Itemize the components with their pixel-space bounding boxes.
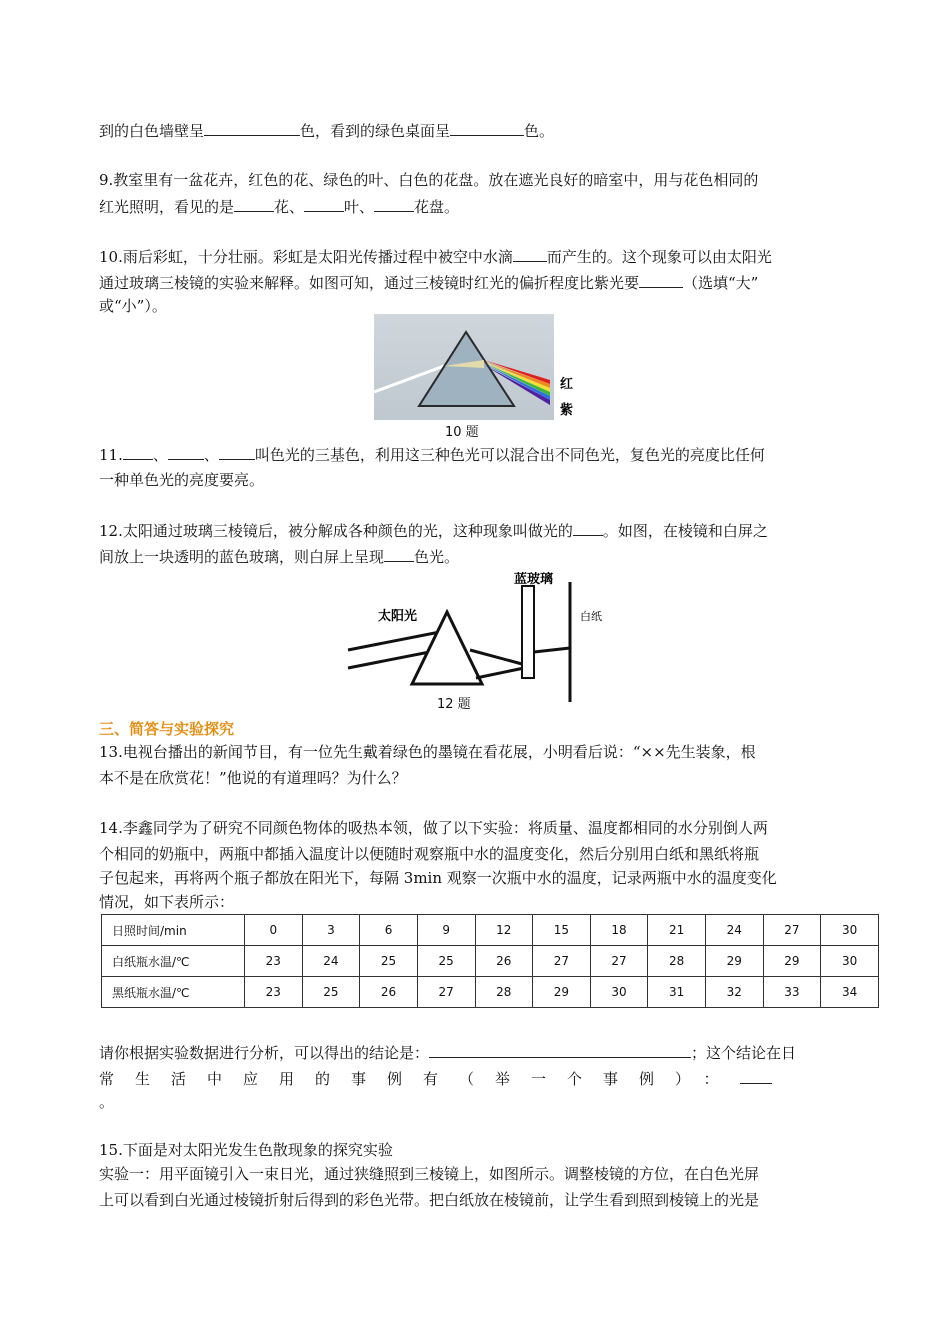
answer-blank[interactable] <box>234 196 274 212</box>
text: 10.雨后彩虹，十分壮丽。彩虹是太阳光传播过程中被空中水滴 <box>99 248 513 266</box>
answer-blank[interactable] <box>450 120 524 136</box>
q14-line1: 14.李鑫同学为了研究不同颜色物体的吸热本领，做了以下实验：将质量、温度都相同的水分别倒人两 <box>99 819 768 837</box>
text: 通过玻璃三棱镜的实验来解释。如图可知，通过三棱镜时红光的偏折程度比紫光要 <box>99 274 640 292</box>
table-cell: 12 <box>475 915 533 946</box>
table-cell: 29 <box>763 946 821 977</box>
table-cell: 27 <box>763 915 821 946</box>
table-cell: 9 <box>417 915 475 946</box>
table-row <box>102 977 879 1008</box>
table-cell: 6 <box>360 915 418 946</box>
table-cell: 30 <box>821 946 879 977</box>
answer-blank[interactable] <box>384 546 414 562</box>
table-cell: 31 <box>648 977 706 1008</box>
q14-line3: 子包起来，再将两个瓶子都放在阳光下，每隔 3min 观察一次瓶中水的温度，记录两瓶中水的温度变化 <box>99 869 777 887</box>
q8-line <box>99 120 554 141</box>
red-label: 红 <box>560 377 574 392</box>
q13-line1: 13.电视台播出的新闻节目，有一位先生戴着绿色的墨镜在看花展，小明看后说：“××先生装象，根 <box>99 743 756 761</box>
answer-blank[interactable] <box>374 196 414 212</box>
text: 常生活中应用的事例有（举一个事例）： <box>99 1070 740 1088</box>
table-cell: 18 <box>590 915 648 946</box>
sunlight-label: 太阳光 <box>378 609 418 624</box>
prism-diagram <box>374 314 584 440</box>
q15-line3: 上可以看到白光通过棱镜折射后得到的彩色光带。把白纸放在棱镜前，让学生看到照到棱镜上的光是 <box>99 1191 760 1209</box>
q14b-line2 <box>99 1068 772 1089</box>
table-cell: 21 <box>648 915 706 946</box>
text: 请你根据实验数据进行分析，可以得出的结论是： <box>99 1044 430 1062</box>
text: ；这个结论在日 <box>691 1044 797 1062</box>
section-heading: 三、简答与实验探究 <box>99 720 235 738</box>
table-cell: 25 <box>302 977 360 1008</box>
answer-blank[interactable] <box>429 1042 691 1058</box>
row-header: 黑纸瓶水温/℃ <box>102 977 245 1008</box>
row-header: 日照时间/min <box>102 915 245 946</box>
q12-line2 <box>99 546 459 567</box>
figure-10-caption: 10 题 <box>445 425 479 440</box>
q15-line1: 15.下面是对太阳光发生色散现象的探究实验 <box>99 1141 393 1159</box>
number: 11. <box>99 446 123 464</box>
text: 色。 <box>524 122 555 140</box>
table-cell: 26 <box>475 946 533 977</box>
text: 、 <box>203 446 219 464</box>
text: 花、 <box>274 198 305 216</box>
white-paper-label: 白纸 <box>580 610 602 623</box>
table-cell: 27 <box>533 946 591 977</box>
q14-line4: 情况，如下表所示： <box>99 893 235 911</box>
answer-blank[interactable] <box>573 520 603 536</box>
prism-figure-12 <box>346 572 616 712</box>
prism-glass-diagram <box>346 572 616 712</box>
q10-line2 <box>99 272 758 293</box>
text: （选填“大” <box>683 274 759 292</box>
table-cell: 27 <box>590 946 648 977</box>
table-cell: 25 <box>417 946 475 977</box>
q11-line1 <box>99 444 765 465</box>
text: 红光照明，看见的是 <box>99 198 235 216</box>
q11-line2: 一种单色光的亮度要亮。 <box>99 471 265 489</box>
table-cell: 3 <box>302 915 360 946</box>
table-row <box>102 946 879 977</box>
table-cell: 29 <box>533 977 591 1008</box>
table-cell: 30 <box>590 977 648 1008</box>
prism-figure-10 <box>374 314 584 440</box>
out-ray-top <box>470 650 522 664</box>
text: 到的白色墙壁呈 <box>99 122 205 140</box>
table-cell: 26 <box>360 977 418 1008</box>
text: 、 <box>152 446 168 464</box>
q12-line1 <box>99 520 768 541</box>
answer-blank[interactable] <box>219 444 255 460</box>
table-cell: 23 <box>245 977 303 1008</box>
q10-line1 <box>99 246 772 267</box>
table-cell: 24 <box>302 946 360 977</box>
table-cell: 15 <box>533 915 591 946</box>
text: 叶、 <box>344 198 375 216</box>
answer-blank[interactable] <box>740 1068 772 1084</box>
text: 。如图，在棱镜和白屏之 <box>602 522 768 540</box>
answer-blank[interactable] <box>168 444 204 460</box>
text: 而产生的。这个现象可以由太阳光 <box>546 248 772 266</box>
table-cell: 30 <box>821 915 879 946</box>
q9-line2 <box>99 196 459 217</box>
table-cell: 33 <box>763 977 821 1008</box>
out-ray-bottom <box>476 668 524 678</box>
q10-line3: 或“小”）。 <box>99 297 167 315</box>
table-cell: 25 <box>360 946 418 977</box>
q15-line2: 实验一：用平面镜引入一束日光，通过狭缝照到三棱镜上，如图所示。调整棱镜的方位，在白色光屏 <box>99 1165 760 1183</box>
answer-blank[interactable] <box>204 120 300 136</box>
table-cell: 28 <box>648 946 706 977</box>
table-cell: 34 <box>821 977 879 1008</box>
row-header: 白纸瓶水温/℃ <box>102 946 245 977</box>
answer-blank[interactable] <box>639 272 683 288</box>
text: 色，看到的绿色桌面呈 <box>300 122 451 140</box>
q13-line2: 本不是在欣赏花！”他说的有道理吗？为什么？ <box>99 769 407 787</box>
table-cell: 24 <box>706 915 764 946</box>
text: 间放上一块透明的蓝色玻璃，则白屏上呈现 <box>99 548 385 566</box>
temperature-table <box>101 914 879 1008</box>
q14b-line3: 。 <box>99 1093 115 1111</box>
table-cell: 23 <box>245 946 303 977</box>
answer-blank[interactable] <box>513 246 547 262</box>
text: 叫色光的三基色，利用这三种色光可以混合出不同色光，复色光的亮度比任何 <box>254 446 765 464</box>
text: 花盘。 <box>414 198 460 216</box>
prism-triangle <box>412 612 482 684</box>
table-cell: 27 <box>417 977 475 1008</box>
q9-line1: 9.教室里有一盆花卉，红色的花、绿色的叶、白色的花盘。放在遮光良好的暗室中，用与花色相同的 <box>99 171 759 189</box>
through-ray <box>534 648 570 652</box>
blue-glass-label: 蓝玻璃 <box>514 572 554 587</box>
answer-blank[interactable] <box>123 444 153 460</box>
q14-line2: 个相同的奶瓶中，两瓶中都插入温度计以便随时观察瓶中水的温度变化，然后分别用白纸和黑纸将瓶 <box>99 845 760 863</box>
answer-blank[interactable] <box>304 196 344 212</box>
text: 12.太阳通过玻璃三棱镜后，被分解成各种颜色的光，这种现象叫做光的 <box>99 522 573 540</box>
q14b-line1 <box>99 1042 796 1063</box>
table-cell: 0 <box>245 915 303 946</box>
table-cell: 29 <box>706 946 764 977</box>
table-row <box>102 915 879 946</box>
blue-glass <box>522 586 534 678</box>
table-cell: 28 <box>475 977 533 1008</box>
table-cell: 32 <box>706 977 764 1008</box>
text: 色光。 <box>414 548 460 566</box>
violet-label: 紫 <box>560 403 574 418</box>
figure-12-caption: 12 题 <box>437 697 471 712</box>
